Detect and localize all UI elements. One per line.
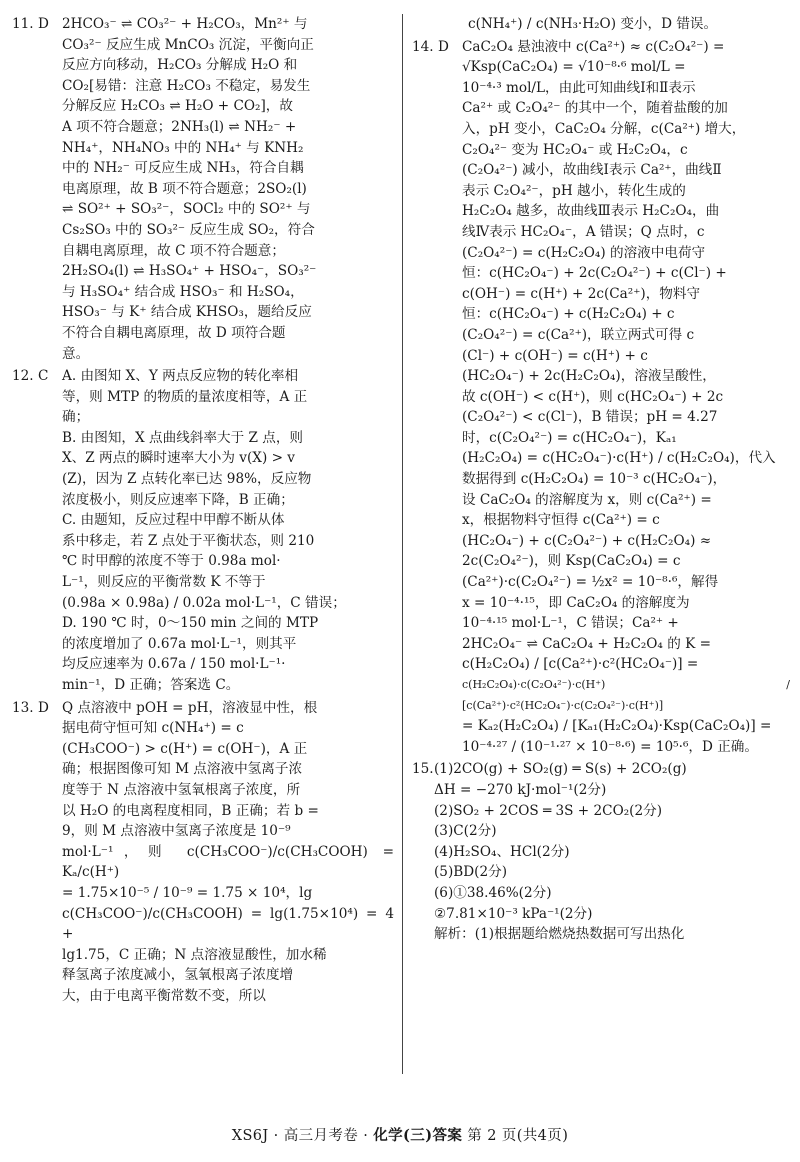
text-line: NH₄⁺，NH₄NO₃ 中的 NH₄⁺ 与 KNH₂ [62, 139, 304, 156]
text-line: c(OH⁻) = c(H⁺) + 2c(Ca²⁺)，物料守 [462, 285, 701, 302]
answer-12 [12, 366, 394, 696]
text-line: D. 190 ℃ 时，0～150 min 之间的 MTP [62, 615, 319, 632]
text-line: (2)SO₂ + 2COS ═ 3S + 2CO₂(2分) [434, 802, 663, 819]
text-line: C. 由题知，反应过程中甲醇不断从体 [62, 512, 285, 529]
text-line: 10⁻⁴·³ mol/L，由此可知曲线Ⅰ和Ⅱ表示 [462, 79, 696, 96]
page-footer [0, 1124, 800, 1145]
text-line: H₂C₂O₄ 越多，故曲线Ⅲ表示 H₂C₂O₄，曲 [462, 203, 720, 220]
text-line: min⁻¹，D 正确；答案选 C。 [62, 677, 240, 693]
text-line: 反应方向移动，H₂CO₃ 分解成 H₂O 和 [62, 57, 298, 74]
text-line: √Ksp(CaC₂O₄) = √10⁻⁸·⁶ mol/L = [462, 59, 686, 76]
text-line: B. 由图知，X 点曲线斜率大于 Z 点，则 [62, 429, 304, 446]
text-line: 度等于 N 点溶液中氢氧根离子浓度，所 [62, 781, 301, 798]
text-line: 2HCO₃⁻ ⇌ CO₃²⁻ + H₂CO₃，Mn²⁺ 与 [62, 16, 308, 32]
text-line: (C₂O₄²⁻) = c(Ca²⁺)，联立两式可得 c [462, 326, 695, 343]
text-line: 解析：(1)根据题给燃烧热数据可写出热化 [434, 926, 685, 943]
text-line: ②7.81×10⁻³ kPa⁻¹(2分) [434, 905, 593, 922]
answer-body [62, 366, 394, 696]
text-line: CaC₂O₄ 悬浊液中 c(Ca²⁺) ≈ c(C₂O₄²⁻) = [462, 38, 725, 55]
question-number: 15. [412, 761, 434, 778]
text-line: 10⁻⁴·¹⁵ mol·L⁻¹，C 错误；Ca²⁺ + [462, 615, 679, 632]
text-line: 中的 NH₂⁻ 可反应生成 NH₃，符合自耦 [62, 160, 304, 177]
text-line: x = 10⁻⁴·¹⁵，即 CaC₂O₄ 的溶解度为 [462, 594, 690, 611]
answer-body [434, 759, 790, 944]
text-line: 9，则 M 点溶液中氢离子浓度是 10⁻⁹ [62, 823, 291, 840]
text-line: (HC₂O₄⁻) + c(C₂O₄²⁻) + c(H₂C₂O₄) ≈ [462, 532, 712, 549]
text-line: L⁻¹，则反应的平衡常数 K 不等于 [62, 574, 266, 591]
text-line: (6)①38.46%(2分) [434, 884, 552, 901]
text-line: Cs₂SO₃ 中的 SO₃²⁻ 反应生成 SO₂，符合 [62, 221, 315, 238]
text-line: Q 点溶液中 pOH = pH，溶液显中性，根 [62, 699, 318, 716]
answer-body [62, 14, 394, 364]
text-line: 不符合自耦电离原理，故 D 项符合题 [62, 324, 286, 341]
text-line: (5)BD(2分) [434, 864, 507, 881]
text-line: (3)C(2分) [434, 823, 497, 840]
text-line: 意。 [62, 345, 90, 362]
text-line: A 项不符合题意；2NH₃(l) ⇌ NH₂⁻ + [62, 118, 297, 135]
left-column [12, 14, 394, 1009]
text-line: ΔH = −270 kJ·mol⁻¹(2分) [434, 781, 607, 798]
text-line: = Kₐ₂(H₂C₂O₄) / [Kₐ₁(H₂C₂O₄)·Ksp(CaC₂O₄)] = [462, 718, 772, 735]
text-line: ⇌ SO²⁺ + SO₃²⁻，SOCl₂ 中的 SO²⁺ 与 [62, 201, 311, 218]
answer-13 [12, 698, 394, 1007]
answer-body [62, 698, 394, 1007]
answer-14 [412, 37, 790, 758]
text-line: ℃ 时甲醇的浓度不等于 0.98a mol· [62, 553, 281, 570]
text-line: (Z)，因为 Z 点转化率已达 98%，反应物 [62, 471, 312, 488]
text-line: (C₂O₄²⁻) < c(Cl⁻)，B 错误；pH = 4.27 [462, 409, 718, 426]
text-line: 恒：c(HC₂O₄⁻) + 2c(C₂O₄²⁻) + c(Cl⁻) + [462, 265, 727, 282]
text-line: CO₃²⁻ 反应生成 MnCO₃ 沉淀，平衡向正 [62, 36, 314, 53]
text-line: (HC₂O₄⁻) + 2c(H₂C₂O₄)，溶液呈酸性， [462, 368, 716, 385]
text-line: HSO₃⁻ 与 K⁺ 结合成 KHSO₃，题给反应 [62, 304, 312, 321]
text-line: 设 CaC₂O₄ 的溶解度为 x，则 c(Ca²⁺) = [462, 491, 712, 508]
text-line: c(H₂C₂O₄)·c(C₂O₄²⁻)·c(H⁺) / [c(Ca²⁺)·c²(HC₂O₄⁻)·c(C₂O₄²⁻)·c(H⁺)] [462, 678, 790, 712]
text-line: 的浓度增加了 0.67a mol·L⁻¹，则其平 [62, 635, 297, 652]
text-line: 电离原理，故 B 项不符合题意；2SO₂(l) [62, 180, 307, 197]
text-line: 系中移走，若 Z 点处于平衡状态，则 210 [62, 532, 315, 549]
text-line: 时，c(C₂O₄²⁻) = c(HC₂O₄⁻)，Kₐ₁ [462, 429, 677, 446]
answer-13-continued [412, 14, 790, 35]
footer-code: XS6J [231, 1128, 269, 1144]
text-line: 恒：c(HC₂O₄⁻) + c(H₂C₂O₄) + c [462, 306, 675, 323]
text-line: A. 由图知 X、Y 两点反应物的转化率相 [62, 368, 299, 385]
text-line: 确；根据图像可知 M 点溶液中氢离子浓 [62, 761, 303, 778]
answer-15 [412, 759, 790, 944]
text-line: (H₂C₂O₄) = c(HC₂O₄⁻)·c(H⁺) / c(H₂C₂O₄)，代入 [462, 450, 776, 467]
text-line: 浓度极小，则反应速率下降，B 正确； [62, 491, 294, 508]
text-line: 自耦电离原理，故 C 项不符合题意； [62, 242, 285, 259]
answer-11 [12, 14, 394, 364]
text-line: 故 c(OH⁻) < c(H⁺)，则 c(HC₂O₄⁻) + 2c [462, 388, 724, 405]
text-line: mol·L⁻¹，则 c(CH₃COO⁻)/c(CH₃COOH) = Kₐ/c(H⁺) [62, 843, 394, 881]
text-line: X、Z 两点的瞬时速率大小为 v(X) > v [62, 450, 295, 467]
text-line: (Ca²⁺)·c(C₂O₄²⁻) = ½x² = 10⁻⁸·⁶，解得 [462, 574, 719, 591]
text-line: c(CH₃COO⁻)/c(CH₃COOH) = lg(1.75×10⁴) = 4 + [62, 905, 394, 943]
text-line: 以 H₂O 的电离程度相同，B 正确；若 b = [62, 802, 319, 819]
question-number: 14. D [412, 38, 449, 55]
text-line: CO₂[易错：注意 H₂CO₃ 不稳定，易发生 [62, 77, 311, 94]
text-line: = 1.75×10⁻⁵ / 10⁻⁹ = 1.75 × 10⁴，lg [62, 884, 313, 901]
question-number: 12. C [12, 368, 49, 385]
footer-separator: · [363, 1128, 374, 1144]
footer-subject: 化学(三)答案 [373, 1127, 463, 1144]
text-line: c(NH₄⁺) / c(NH₃·H₂O) 变小，D 错误。 [468, 16, 718, 32]
text-line: 等，则 MTP 的物质的量浓度相等，A 正 [62, 388, 308, 405]
text-line: (C₂O₄²⁻) = c(H₂C₂O₄) 的溶液中电荷守 [462, 244, 706, 261]
footer-separator: · [273, 1128, 284, 1144]
text-line: lg1.75，C 正确；N 点溶液显酸性，加水稀 [62, 946, 327, 963]
text-line: 释氢离子浓度减小，氢氧根离子浓度增 [62, 967, 294, 984]
text-line: (Cl⁻) + c(OH⁻) = c(H⁺) + c [462, 347, 648, 364]
question-number: 13. D [12, 699, 49, 716]
text-line: 与 H₃SO₄⁺ 结合成 HSO₃⁻ 和 H₂SO₄， [62, 283, 304, 300]
answer-body [462, 37, 790, 758]
text-line: (CH₃COO⁻) > c(H⁺) = c(OH⁻)，A 正 [62, 740, 308, 757]
text-line: C₂O₄²⁻ 变为 HC₂O₄⁻ 或 H₂C₂O₄，c [462, 141, 688, 158]
text-line: 大，由于电离平衡常数不变，所以 [62, 987, 266, 1004]
question-number: 11. D [12, 16, 49, 32]
text-line: 表示 C₂O₄²⁻，pH 越小，转化生成的 [462, 182, 686, 199]
text-line: x，根据物料守恒得 c(Ca²⁺) = c [462, 512, 660, 529]
text-line: 均反应速率为 0.67a / 150 mol·L⁻¹· [62, 656, 286, 673]
text-line: 据电荷守恒可知 c(NH₄⁺) = c [62, 720, 244, 737]
text-line: 2c(C₂O₄²⁻)，则 Ksp(CaC₂O₄) = c [462, 553, 681, 570]
text-line: 分解反应 H₂CO₃ ⇌ H₂O + CO₂]，故 [62, 98, 293, 115]
text-line: (1)2CO(g) + SO₂(g) ═ S(s) + 2CO₂(g) [434, 761, 687, 778]
text-line: 10⁻⁴·²⁷ / (10⁻¹·²⁷ × 10⁻⁸·⁶) = 10⁵·⁶，D 正确。 [462, 738, 758, 755]
footer-page: 第 2 页(共4页) [467, 1128, 569, 1144]
text-line: 2HC₂O₄⁻ ⇌ CaC₂O₄ + H₂C₂O₄ 的 K = [462, 635, 711, 652]
text-line: (4)H₂SO₄、HCl(2分) [434, 843, 570, 860]
text-line: Ca²⁺ 或 C₂O₄²⁻ 的其中一个，随着盐酸的加 [462, 100, 728, 117]
text-line: 2H₂SO₄(l) ⇌ H₃SO₄⁺ + HSO₄⁻，SO₃²⁻ [62, 263, 317, 280]
column-divider [402, 14, 403, 1074]
text-line: (0.98a × 0.98a) / 0.02a mol·L⁻¹，C 错误； [62, 594, 346, 611]
text-line: 入，pH 变小，CaC₂O₄ 分解，c(Ca²⁺) 增大， [462, 120, 746, 137]
text-line: (C₂O₄²⁻) 减小，故曲线Ⅰ表示 Ca²⁺，曲线Ⅱ [462, 162, 722, 179]
text-line: 确； [62, 409, 90, 426]
footer-exam: 高三月考卷 [283, 1128, 359, 1144]
text-line: c(H₂C₂O₄) / [c(Ca²⁺)·c²(HC₂O₄⁻)] = [462, 656, 699, 673]
text-line: 数据得到 c(H₂C₂O₄) = 10⁻³ c(HC₂O₄⁻)， [462, 471, 727, 488]
text-line: 线Ⅳ表示 HC₂O₄⁻，A 错误；Q 点时，c [462, 223, 705, 240]
right-column [412, 14, 790, 947]
